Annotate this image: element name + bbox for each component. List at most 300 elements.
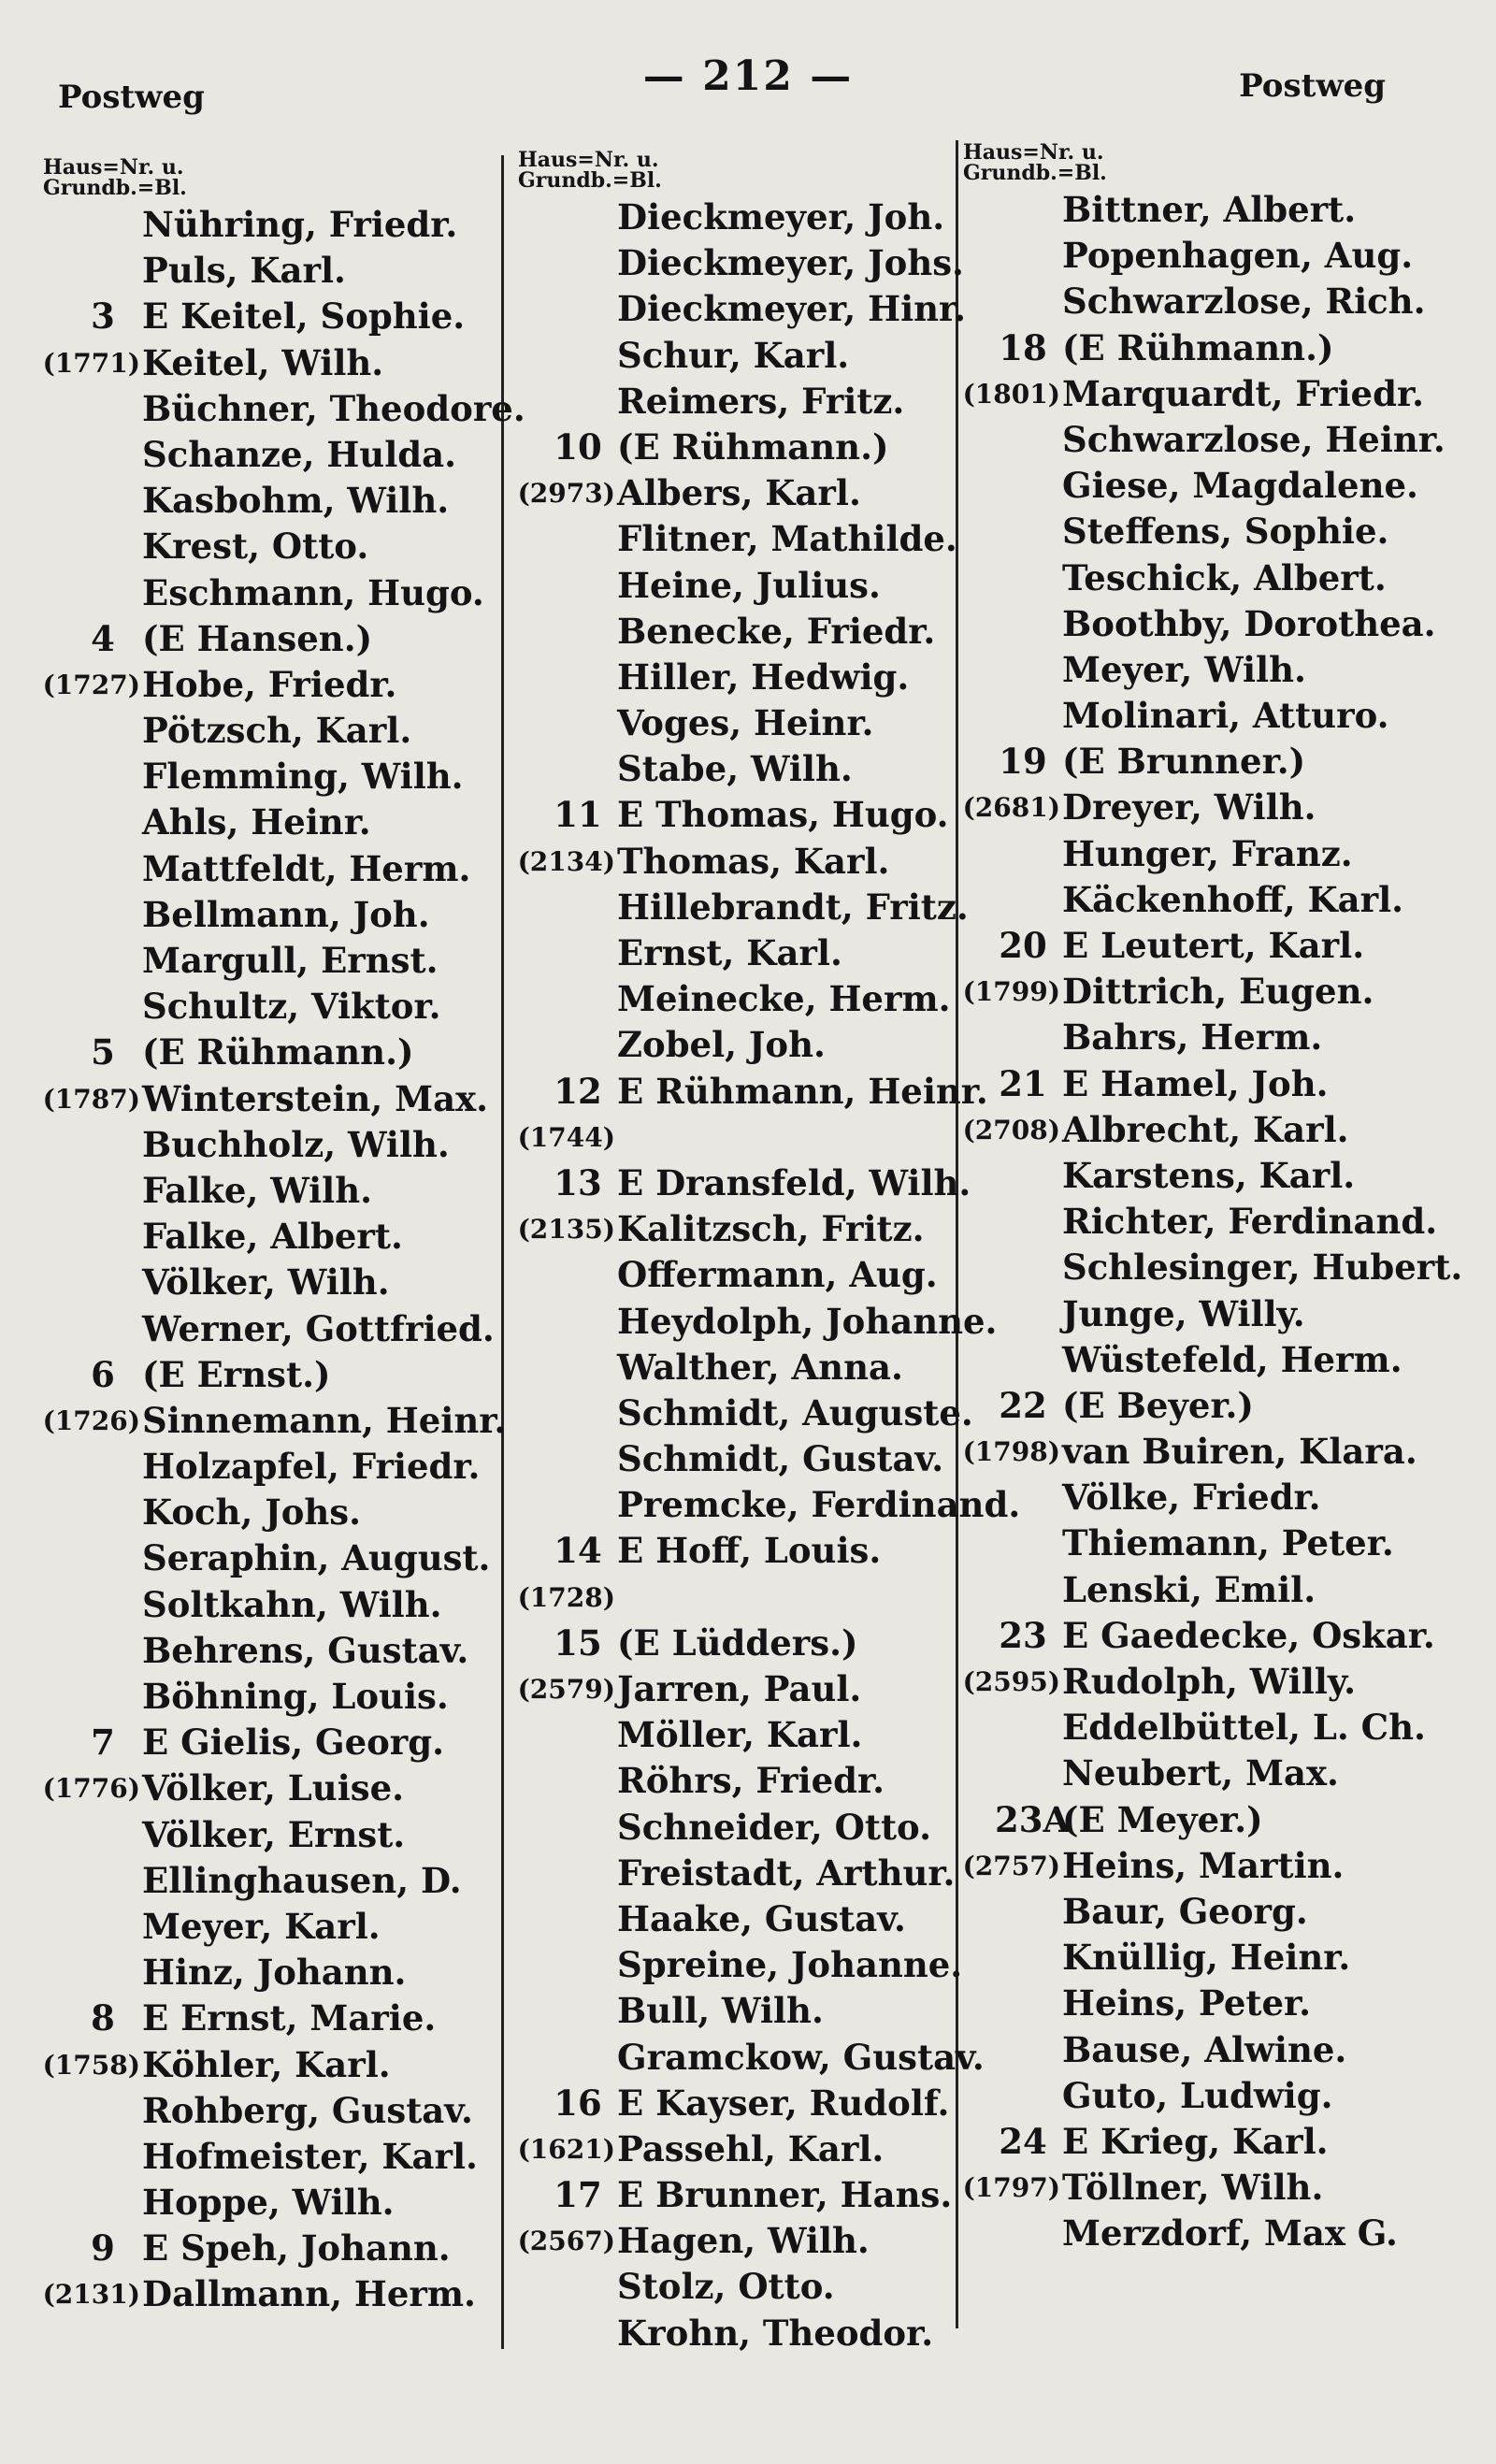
resident-name: Jarren, Paul. bbox=[617, 1668, 862, 1709]
house-number: 17 bbox=[554, 2174, 602, 2216]
directory-entry bbox=[37, 1260, 505, 1305]
resident-name: Hinz, Johann. bbox=[142, 1952, 407, 1994]
resident-name: Schwarzlose, Rich. bbox=[1062, 281, 1426, 323]
directory-entry bbox=[512, 2126, 980, 2172]
resident-name: Ernst, Karl. bbox=[617, 932, 842, 973]
directory-entry bbox=[37, 2042, 505, 2088]
resident-name: Schur, Karl. bbox=[617, 334, 850, 376]
land-register-number: (2973) bbox=[517, 478, 615, 510]
directory-entry bbox=[957, 1015, 1425, 1060]
resident-name: (E Rühmann.) bbox=[142, 1031, 414, 1073]
directory-entry bbox=[957, 555, 1425, 601]
directory-entry bbox=[512, 1115, 980, 1160]
directory-entry bbox=[957, 739, 1425, 785]
directory-entry bbox=[957, 1981, 1425, 2026]
directory-entry bbox=[37, 2271, 505, 2317]
directory-entry bbox=[512, 240, 980, 286]
directory-entry bbox=[512, 379, 980, 425]
directory-entry bbox=[957, 601, 1436, 647]
resident-name: Röhrs, Friedr. bbox=[617, 1760, 885, 1802]
heading-land-register: Grundb.=Bl. bbox=[43, 176, 187, 200]
land-register-number: (1727) bbox=[42, 669, 140, 700]
heading-land-register: Grundb.=Bl. bbox=[963, 161, 1107, 185]
directory-entry bbox=[512, 609, 980, 655]
directory-entry bbox=[957, 1613, 1435, 1659]
house-number: 21 bbox=[999, 1062, 1047, 1104]
directory-entry bbox=[957, 1567, 1425, 1613]
directory-entry bbox=[37, 294, 505, 339]
directory-entry bbox=[957, 1659, 1425, 1705]
directory-entry bbox=[957, 831, 1425, 877]
directory-entry bbox=[957, 2165, 1425, 2211]
resident-name: Dreyer, Wilh. bbox=[1062, 786, 1316, 829]
resident-name: Giese, Magdalene. bbox=[1062, 465, 1418, 507]
resident-name: E Krieg, Karl. bbox=[1062, 2120, 1329, 2162]
resident-name: Molinari, Atturo. bbox=[1062, 695, 1389, 737]
directory-entry bbox=[957, 1520, 1425, 1566]
heading-land-register: Grundb.=Bl. bbox=[518, 168, 662, 193]
directory-entry bbox=[957, 1245, 1463, 1290]
resident-name: Völke, Friedr. bbox=[1062, 1477, 1321, 1519]
resident-name: E Rühmann, Heinr. bbox=[617, 1070, 988, 1112]
heading-house-number: Haus=Nr. u. bbox=[43, 155, 184, 180]
directory-entry bbox=[512, 1942, 980, 1988]
directory-entry bbox=[512, 1666, 980, 1712]
directory-entry bbox=[957, 877, 1425, 923]
land-register-number: (1787) bbox=[42, 1083, 140, 1115]
land-register-number: (1726) bbox=[42, 1405, 140, 1436]
directory-entry bbox=[512, 1299, 998, 1345]
resident-name: Bause, Alwine. bbox=[1062, 2028, 1347, 2070]
resident-name: E Gaedecke, Oskar. bbox=[1062, 1614, 1435, 1656]
resident-name: Merzdorf, Max G. bbox=[1062, 2212, 1398, 2255]
directory-entry bbox=[512, 655, 980, 700]
resident-name: van Buiren, Klara. bbox=[1062, 1431, 1417, 1473]
resident-name: Boothby, Dorothea. bbox=[1062, 602, 1436, 644]
house-number: 11 bbox=[554, 794, 602, 836]
resident-name: Schlesinger, Hubert. bbox=[1062, 1246, 1463, 1289]
directory-entry bbox=[957, 2073, 1425, 2119]
directory-entry bbox=[957, 1291, 1425, 1337]
resident-name: Köhler, Karl. bbox=[142, 2043, 391, 2085]
resident-name: Käckenhoff, Karl. bbox=[1062, 878, 1404, 920]
directory-entry bbox=[37, 1168, 505, 1214]
resident-name: Margull, Ernst. bbox=[142, 940, 439, 981]
directory-entry bbox=[957, 1153, 1425, 1199]
directory-entry bbox=[957, 785, 1425, 830]
resident-name: Flemming, Wilh. bbox=[142, 756, 464, 798]
directory-entry bbox=[37, 616, 505, 662]
resident-name: Steffens, Sophie. bbox=[1062, 511, 1389, 553]
resident-name: Flitner, Mathilde. bbox=[617, 518, 957, 560]
directory-entry bbox=[512, 930, 980, 976]
directory-entry bbox=[512, 563, 980, 609]
directory-entry bbox=[512, 1988, 980, 2034]
house-number: 9 bbox=[91, 2227, 115, 2269]
directory-entry bbox=[512, 1851, 980, 1896]
directory-entry bbox=[512, 1160, 980, 1206]
directory-entry bbox=[37, 386, 525, 432]
directory-entry bbox=[37, 1858, 505, 1904]
resident-name: Rohberg, Gustav. bbox=[142, 2089, 473, 2131]
resident-name: Mattfeldt, Herm. bbox=[142, 847, 471, 889]
directory-entry bbox=[512, 792, 980, 838]
directory-entry bbox=[37, 2088, 505, 2134]
resident-name: Junge, Willy. bbox=[1062, 1292, 1305, 1334]
directory-entry bbox=[37, 1996, 505, 2041]
directory-entry bbox=[957, 2027, 1425, 2073]
directory-entry bbox=[37, 1674, 505, 1720]
column-heading bbox=[963, 142, 1425, 187]
directory-entry bbox=[512, 700, 980, 746]
land-register-number: (2567) bbox=[517, 2226, 615, 2257]
resident-name: Voges, Heinr. bbox=[617, 702, 874, 744]
directory-entry bbox=[957, 693, 1425, 739]
house-number: 5 bbox=[91, 1031, 115, 1073]
resident-name: E Gielis, Georg. bbox=[142, 1722, 445, 1764]
directory-entry bbox=[37, 570, 505, 616]
page-number: — 212 — bbox=[642, 52, 854, 100]
resident-name: Dieckmeyer, Hinr. bbox=[617, 288, 967, 330]
resident-name: E Dransfeld, Wilh. bbox=[617, 1161, 971, 1203]
resident-name: Ellinghausen, D. bbox=[142, 1859, 462, 1901]
directory-entry bbox=[512, 286, 980, 332]
resident-name: Spreine, Johanne. bbox=[617, 1944, 963, 1986]
directory-entry bbox=[512, 1758, 980, 1804]
resident-name: Töllner, Wilh. bbox=[1062, 2167, 1324, 2209]
directory-entry bbox=[512, 1345, 980, 1391]
resident-name: Werner, Gottfried. bbox=[142, 1307, 495, 1349]
directory-entry bbox=[512, 2035, 985, 2081]
directory-entry bbox=[512, 1528, 980, 1574]
house-number: 10 bbox=[554, 425, 602, 468]
directory-entry bbox=[37, 1720, 505, 1765]
resident-name: Lenski, Emil. bbox=[1062, 1568, 1316, 1610]
resident-name: Marquardt, Friedr. bbox=[1062, 372, 1424, 414]
resident-name: Hiller, Hedwig. bbox=[617, 656, 910, 698]
resident-name: E Leutert, Karl. bbox=[1062, 925, 1365, 966]
directory-entry bbox=[37, 1444, 505, 1490]
directory-entry bbox=[37, 1398, 505, 1444]
directory-entry bbox=[957, 2119, 1425, 2165]
heading-house-number: Haus=Nr. u. bbox=[518, 148, 659, 172]
resident-name: Seraphin, August. bbox=[142, 1537, 491, 1579]
resident-name: (E Ernst.) bbox=[142, 1353, 331, 1395]
resident-name: Meyer, Karl. bbox=[142, 1905, 381, 1947]
resident-name: E Speh, Johann. bbox=[142, 2227, 451, 2269]
directory-entry bbox=[37, 524, 505, 569]
column-heading bbox=[518, 150, 980, 195]
resident-name: Benecke, Friedr. bbox=[617, 610, 936, 652]
directory-entry bbox=[512, 746, 980, 792]
resident-name: (E Rühmann.) bbox=[1062, 326, 1334, 368]
directory-entry bbox=[512, 425, 980, 470]
directory-entry bbox=[512, 1621, 980, 1666]
resident-name: Albrecht, Karl. bbox=[1062, 1108, 1349, 1150]
land-register-number: (2595) bbox=[962, 1666, 1060, 1697]
directory-entry bbox=[37, 1765, 505, 1811]
land-register-number: (1771) bbox=[42, 347, 140, 379]
directory-entry bbox=[37, 708, 505, 754]
directory-entry bbox=[957, 1337, 1425, 1383]
directory-entry bbox=[512, 1206, 980, 1252]
resident-name: Reimers, Fritz. bbox=[617, 380, 905, 422]
land-register-number: (2757) bbox=[962, 1850, 1060, 1881]
entry-list bbox=[37, 202, 525, 2318]
resident-name: Passehl, Karl. bbox=[617, 2127, 885, 2169]
resident-name: Albers, Karl. bbox=[617, 472, 861, 514]
directory-entry bbox=[37, 1950, 505, 1996]
directory-entry bbox=[957, 1199, 1438, 1245]
house-number: 18 bbox=[999, 326, 1047, 368]
resident-name: Puls, Karl. bbox=[142, 250, 346, 292]
resident-name: Wüstefeld, Herm. bbox=[1062, 1338, 1402, 1380]
directory-entry bbox=[37, 1306, 505, 1352]
resident-name: Stabe, Wilh. bbox=[617, 748, 853, 790]
resident-name: Bahrs, Herm. bbox=[1062, 1016, 1323, 1059]
house-number: 20 bbox=[999, 925, 1047, 966]
resident-name: Premcke, Ferdinand. bbox=[617, 1484, 1021, 1526]
resident-name: Thomas, Karl. bbox=[617, 840, 890, 882]
directory-entry bbox=[37, 1030, 505, 1075]
directory-entry bbox=[512, 1805, 980, 1851]
resident-name: (E Lüdders.) bbox=[617, 1621, 858, 1664]
resident-name: E Keitel, Sophie. bbox=[142, 295, 466, 338]
resident-name: Gramckow, Gustav. bbox=[617, 2036, 985, 2078]
resident-name: Dittrich, Eugen. bbox=[1062, 971, 1374, 1013]
directory-entry bbox=[37, 1076, 505, 1122]
resident-name: Zobel, Joh. bbox=[617, 1024, 826, 1066]
resident-name: E Hamel, Joh. bbox=[1062, 1062, 1329, 1104]
resident-name: Schneider, Otto. bbox=[617, 1806, 931, 1848]
resident-name: Heydolph, Johanne. bbox=[617, 1300, 998, 1342]
directory-entry bbox=[512, 2218, 980, 2264]
directory-entry bbox=[37, 846, 505, 892]
resident-name: Büchner, Theodore. bbox=[142, 387, 525, 429]
directory-entry bbox=[957, 279, 1425, 324]
resident-name: (E Brunner.) bbox=[1062, 741, 1306, 783]
directory-entry bbox=[37, 662, 505, 708]
directory-entry bbox=[37, 2134, 505, 2180]
resident-name: Meyer, Wilh. bbox=[1062, 648, 1306, 690]
land-register-number: (2134) bbox=[517, 845, 615, 877]
resident-name: (E Rühmann.) bbox=[617, 425, 889, 468]
resident-name: Offermann, Aug. bbox=[617, 1254, 938, 1296]
directory-entry bbox=[37, 1812, 505, 1858]
directory-entry bbox=[512, 1896, 980, 1942]
land-register-number: (1799) bbox=[962, 976, 1060, 1008]
directory-entry bbox=[512, 516, 980, 562]
resident-name: Kalitzsch, Fritz. bbox=[617, 1208, 925, 1250]
resident-name: E Thomas, Hugo. bbox=[617, 794, 949, 836]
directory-entry bbox=[37, 984, 505, 1030]
resident-name: (E Hansen.) bbox=[142, 617, 373, 659]
house-number: 7 bbox=[91, 1722, 115, 1764]
directory-entry bbox=[37, 478, 505, 524]
land-register-number: (1797) bbox=[962, 2172, 1060, 2204]
resident-name: Pötzsch, Karl. bbox=[142, 710, 412, 752]
heading-house-number: Haus=Nr. u. bbox=[963, 140, 1104, 165]
resident-name: Holzapfel, Friedr. bbox=[142, 1446, 481, 1488]
resident-name: E Ernst, Marie. bbox=[142, 1997, 437, 2039]
resident-name: Hobe, Friedr. bbox=[142, 663, 397, 705]
house-number: 13 bbox=[554, 1161, 602, 1203]
directory-entry bbox=[957, 1383, 1425, 1429]
directory-entry bbox=[512, 333, 980, 379]
resident-name: Schmidt, Gustav. bbox=[617, 1438, 944, 1480]
resident-name: Sinnemann, Heinr. bbox=[142, 1399, 507, 1441]
directory-entry bbox=[37, 1904, 505, 1950]
land-register-number: (2135) bbox=[517, 1214, 615, 1246]
directory-entry bbox=[37, 2180, 505, 2226]
house-number: 6 bbox=[91, 1353, 115, 1395]
resident-name: Böhning, Louis. bbox=[142, 1676, 449, 1717]
resident-name: Karstens, Karl. bbox=[1062, 1154, 1356, 1196]
house-number: 4 bbox=[91, 617, 115, 659]
directory-entry bbox=[37, 1352, 505, 1398]
resident-name: Haake, Gustav. bbox=[617, 1897, 906, 1939]
land-register-number: (2681) bbox=[962, 792, 1060, 824]
resident-name: E Hoff, Louis. bbox=[617, 1530, 882, 1572]
directory-entry bbox=[37, 1582, 505, 1628]
directory-entry bbox=[957, 1843, 1425, 1889]
house-number: 8 bbox=[91, 1997, 115, 2039]
resident-name: Popenhagen, Aug. bbox=[1062, 235, 1414, 277]
header-street-left: Postweg bbox=[58, 79, 205, 116]
column-1 bbox=[37, 155, 525, 2318]
resident-name: E Kayser, Rudolf. bbox=[617, 2082, 950, 2124]
directory-entry bbox=[512, 1069, 988, 1115]
directory-entry bbox=[957, 2211, 1425, 2256]
house-number: 15 bbox=[554, 1621, 602, 1664]
column-3 bbox=[957, 140, 1463, 2256]
resident-name: Soltkahn, Wilh. bbox=[142, 1583, 442, 1625]
resident-name: Falke, Albert. bbox=[142, 1216, 403, 1258]
directory-entry bbox=[512, 885, 980, 930]
directory-entry bbox=[512, 195, 980, 240]
resident-name: Keitel, Wilh. bbox=[142, 341, 384, 383]
directory-entry bbox=[512, 1712, 980, 1758]
directory-entry bbox=[512, 976, 980, 1022]
resident-name: Hoppe, Wilh. bbox=[142, 2182, 395, 2224]
resident-name: Völker, Luise. bbox=[142, 1767, 405, 1809]
directory-entry bbox=[512, 2172, 980, 2218]
directory-entry bbox=[957, 1705, 1425, 1751]
resident-name: Bittner, Albert. bbox=[1062, 189, 1357, 230]
land-register-number: (1798) bbox=[962, 1436, 1060, 1468]
directory-entry bbox=[512, 1022, 980, 1068]
resident-name: Bull, Wilh. bbox=[617, 1990, 824, 2032]
directory-entry bbox=[957, 1797, 1425, 1843]
resident-name: (E Beyer.) bbox=[1062, 1384, 1254, 1426]
resident-name: Baur, Georg. bbox=[1062, 1890, 1308, 1932]
resident-name: Behrens, Gustav. bbox=[142, 1629, 469, 1671]
resident-name: Heine, Julius. bbox=[617, 564, 881, 606]
land-register-number: (1758) bbox=[42, 2049, 140, 2081]
directory-entry bbox=[957, 1429, 1425, 1475]
directory-entry bbox=[512, 2081, 980, 2126]
resident-name: Hunger, Franz. bbox=[1062, 832, 1353, 874]
resident-name: Kasbohm, Wilh. bbox=[142, 480, 450, 522]
directory-entry bbox=[512, 1391, 980, 1436]
land-register-number: (1776) bbox=[42, 1773, 140, 1805]
directory-entry bbox=[37, 938, 505, 984]
directory-entry bbox=[512, 1482, 1021, 1528]
house-number: 14 bbox=[554, 1530, 602, 1572]
directory-entry bbox=[957, 969, 1425, 1015]
resident-name: Falke, Wilh. bbox=[142, 1169, 373, 1211]
resident-name: Schultz, Viktor. bbox=[142, 986, 441, 1028]
resident-name: Koch, Johs. bbox=[142, 1491, 362, 1534]
resident-name: Völker, Wilh. bbox=[142, 1261, 390, 1304]
resident-name: (E Meyer.) bbox=[1062, 1798, 1263, 1840]
land-register-number: (2131) bbox=[42, 2279, 140, 2311]
resident-name: Bellmann, Joh. bbox=[142, 893, 430, 935]
directory-entry bbox=[37, 1490, 505, 1535]
house-number: 16 bbox=[554, 2082, 602, 2124]
directory-entry bbox=[37, 202, 505, 248]
resident-name: Ahls, Heinr. bbox=[142, 801, 371, 843]
land-register-number: (1744) bbox=[517, 1121, 615, 1153]
directory-entry bbox=[957, 1107, 1425, 1153]
directory-entry bbox=[512, 1575, 980, 1621]
directory-entry bbox=[512, 2264, 980, 2310]
directory-entry bbox=[957, 647, 1425, 693]
resident-name: Hillebrandt, Fritz. bbox=[617, 886, 969, 928]
house-number: 12 bbox=[554, 1070, 602, 1112]
directory-entry bbox=[512, 1436, 980, 1482]
resident-name: Hagen, Wilh. bbox=[617, 2220, 870, 2262]
directory-entry bbox=[37, 1214, 505, 1260]
house-number: 23 bbox=[999, 1614, 1047, 1656]
resident-name: Walther, Anna. bbox=[617, 1346, 903, 1388]
resident-name: Eddelbüttel, L. Ch. bbox=[1062, 1707, 1426, 1749]
resident-name: Thiemann, Peter. bbox=[1062, 1522, 1394, 1564]
resident-name: Stolz, Otto. bbox=[617, 2266, 835, 2308]
resident-name: Krest, Otto. bbox=[142, 526, 369, 568]
resident-name: Nühring, Friedr. bbox=[142, 204, 458, 245]
header-street-right: Postweg bbox=[1239, 67, 1386, 105]
directory-entry bbox=[512, 1252, 980, 1298]
directory-entry bbox=[957, 1751, 1425, 1796]
resident-name: Knüllig, Heinr. bbox=[1062, 1937, 1351, 1979]
directory-entry bbox=[512, 470, 980, 516]
resident-name: Heins, Peter. bbox=[1062, 1982, 1312, 2025]
column-heading bbox=[43, 157, 505, 202]
resident-name: Richter, Ferdinand. bbox=[1062, 1201, 1438, 1243]
land-register-number: (1621) bbox=[517, 2133, 615, 2165]
resident-name: Hofmeister, Karl. bbox=[142, 2135, 478, 2177]
directory-entry bbox=[37, 432, 505, 478]
directory-entry bbox=[37, 1628, 505, 1674]
resident-name: Schmidt, Auguste. bbox=[617, 1391, 973, 1434]
resident-name: Meinecke, Herm. bbox=[617, 978, 951, 1020]
resident-name: Dallmann, Herm. bbox=[142, 2273, 476, 2315]
land-register-number: (1728) bbox=[517, 1581, 615, 1613]
directory-entry bbox=[37, 800, 505, 845]
house-number: 3 bbox=[91, 295, 115, 338]
resident-name: Buchholz, Wilh. bbox=[142, 1123, 450, 1165]
resident-name: Rudolph, Willy. bbox=[1062, 1661, 1356, 1702]
resident-name: Dieckmeyer, Johs. bbox=[617, 242, 964, 284]
resident-name: Guto, Ludwig. bbox=[1062, 2074, 1333, 2116]
directory-entry bbox=[957, 463, 1425, 509]
house-number: 23A bbox=[995, 1798, 1071, 1840]
land-register-number: (1801) bbox=[962, 378, 1060, 410]
resident-name: Winterstein, Max. bbox=[142, 1077, 489, 1119]
directory-entry bbox=[37, 892, 505, 938]
resident-name: Teschick, Albert. bbox=[1062, 556, 1387, 598]
